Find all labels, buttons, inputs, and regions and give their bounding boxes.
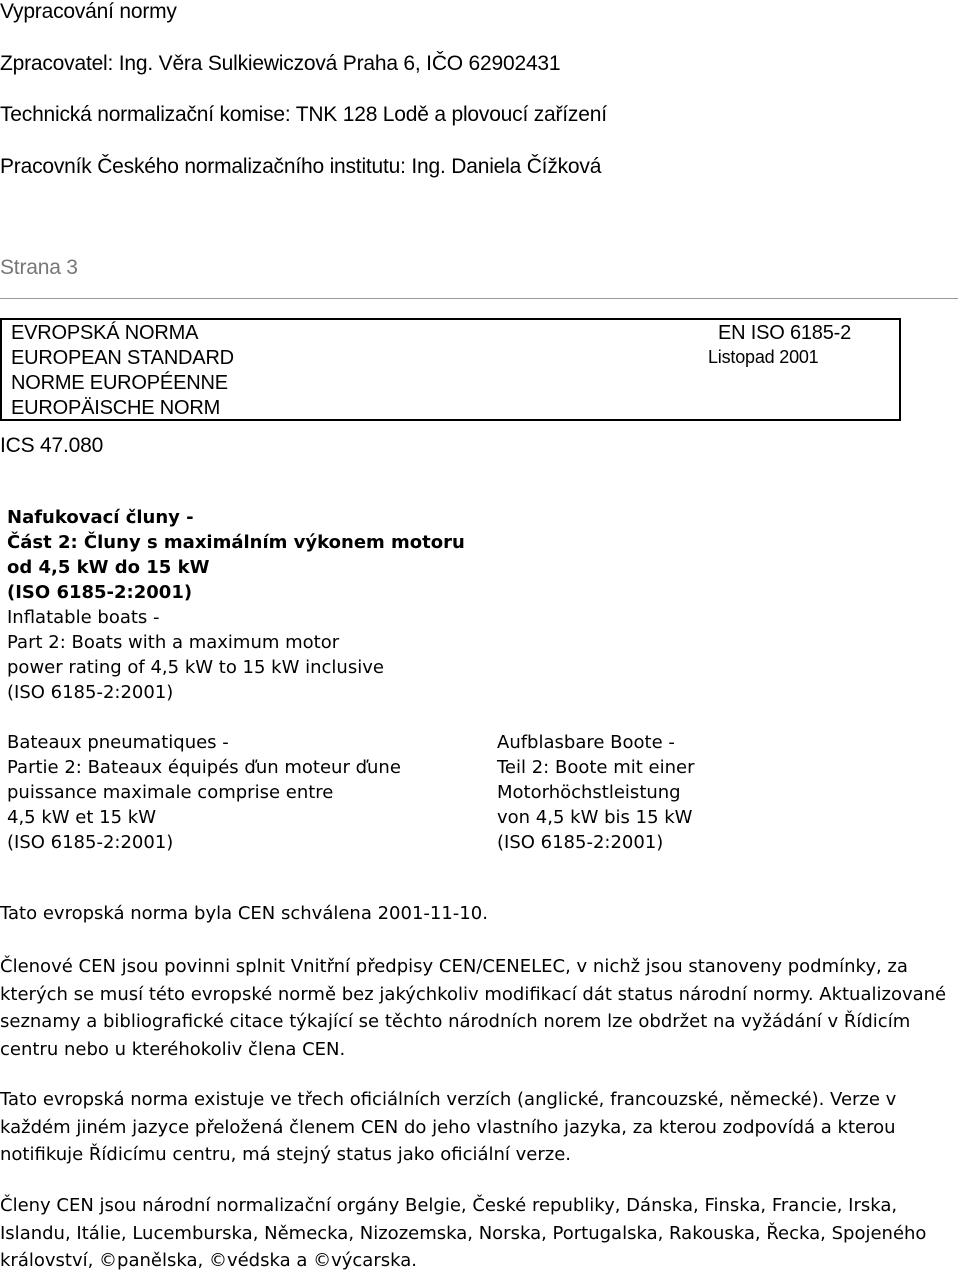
members-obligation-paragraph: Členové CEN jsou povinni splnit Vnitřní předpisy CEN/CENELEC, v nichž jsou stanoveny podmínky, za kterých se musí této evropské normě bez jakýchkoliv modifikací dát status národní normy. Aktualizované seznamy a bibliografické citace týkající se těchto národních norem lze obdržet na vyžádání v Řídicím centru nebo u kteréhokoliv člena CEN. <box>0 956 947 1060</box>
title-fr-line: puissance maximale comprise entre <box>7 782 334 803</box>
title-de-line: (ISO 6185-2:2001) <box>497 832 664 853</box>
standard-name-en: EUROPEAN STANDARD <box>11 347 234 369</box>
title-de-line: Motorhöchstleistung <box>497 782 681 803</box>
approval-paragraph: Tato evropská norma byla CEN schválena 2001-11-10. <box>0 903 488 924</box>
ics-code: ICS 47.080 <box>0 434 104 457</box>
standard-code: EN ISO 6185-2 <box>718 322 852 344</box>
page-number-label: Strana 3 <box>0 256 78 279</box>
title-fr-line: Bateaux pneumatiques - <box>7 732 229 753</box>
title-fr-line: (ISO 6185-2:2001) <box>7 832 174 853</box>
cen-members-paragraph: Členy CEN jsou národní normalizační orgány Belgie, České republiky, Dánska, Finska, Francie, Irska, Islandu, Itálie, Lucemburska, Německa, Nizozemska, Norska, Portugalska, Rakouska, Řecka, Spojeného království, ©panělska, ©védska a ©výcarska. <box>0 1195 927 1271</box>
title-cs-line: Nafukovací čluny - <box>7 507 194 528</box>
horizontal-divider <box>0 298 958 299</box>
standard-name-cs: EVROPSKÁ NORMA <box>11 322 199 344</box>
title-en-line: (ISO 6185-2:2001) <box>7 682 174 703</box>
title-cs-line: od 4,5 kW do 15 kW <box>7 557 210 578</box>
standard-header-box <box>0 318 901 421</box>
standard-name-de: EUROPÄISCHE NORM <box>11 397 221 419</box>
title-fr-block <box>7 730 401 855</box>
title-fr-line: Partie 2: Bateaux équipés ďun moteur ďune <box>7 757 401 778</box>
standard-date: Listopad 2001 <box>708 347 819 367</box>
official-versions-paragraph: Tato evropská norma existuje ve třech oficiálních verzích (anglické, francouzské, německé). Verze v každém jiném jazyce přeložená členem CEN do jeho vlastního jazyka, za kterou zodpovídá a kterou notifikuje Řídicímu centru, má stejný status jako oficiální verze. <box>0 1089 897 1165</box>
processor-line: Zpracovatel: Ing. Věra Sulkiewiczová Praha 6, IČO 62902431 <box>0 52 561 75</box>
institute-staff-line: Pracovník Českého normalizačního institutu: Ing. Daniela Čížková <box>0 155 602 178</box>
title-de-block <box>497 730 694 855</box>
title-block <box>7 505 465 705</box>
title-de-line: von 4,5 kW bis 15 kW <box>497 807 693 828</box>
title-fr-line: 4,5 kW et 15 kW <box>7 807 156 828</box>
title-en-line: Inflatable boats - <box>7 607 160 628</box>
committee-line: Technická normalizační komise: TNK 128 Lodě a plovoucí zařízení <box>0 103 607 126</box>
title-en-line: power rating of 4,5 kW to 15 kW inclusive <box>7 657 384 678</box>
title-de-line: Aufblasbare Boote - <box>497 732 675 753</box>
title-cs-line: (ISO 6185-2:2001) <box>7 582 193 603</box>
title-en-line: Part 2: Boats with a maximum motor <box>7 632 340 653</box>
title-de-line: Teil 2: Boote mit einer <box>497 757 695 778</box>
preparation-heading: Vypracování normy <box>0 0 177 23</box>
title-cs-line: Část 2: Čluny s maximálním výkonem motoru <box>7 532 465 553</box>
standard-name-fr: NORME EUROPÉENNE <box>11 372 228 394</box>
